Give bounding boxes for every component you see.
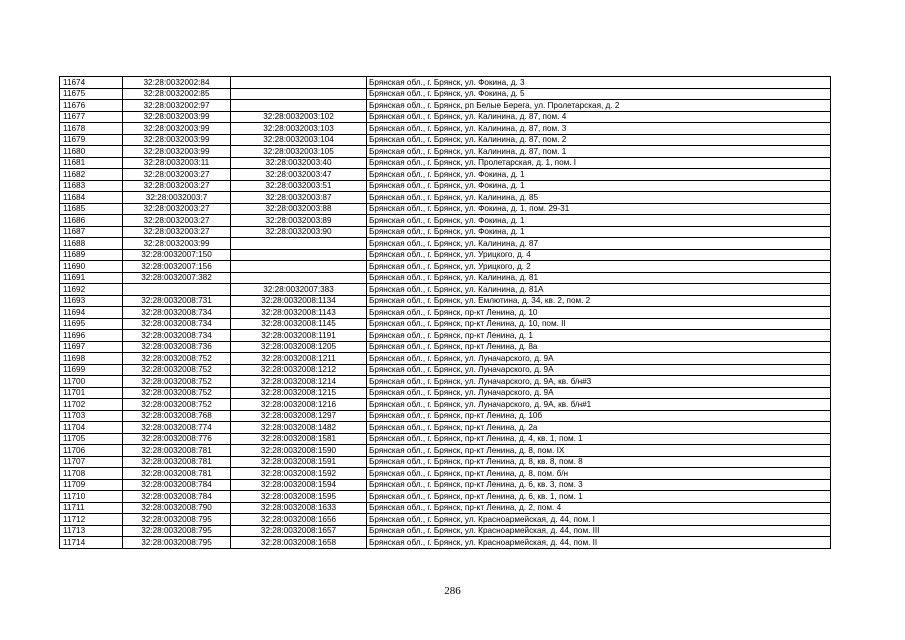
object-number-cell: 32:28:0032003:40: [231, 157, 367, 169]
parcel-number-cell: 32:28:0032008:781: [123, 445, 231, 457]
row-number-cell: 11703: [60, 410, 123, 422]
object-number-cell: 32:28:0032008:1594: [231, 479, 367, 491]
object-number-cell: 32:28:0032008:1633: [231, 502, 367, 514]
address-cell: Брянская обл., г. Брянск, ул. Калинина, д. 85: [367, 192, 831, 204]
table-row: [60, 100, 831, 112]
object-number-cell: 32:28:0032008:1297: [231, 410, 367, 422]
row-number-cell: 11690: [60, 261, 123, 273]
parcel-number-cell: 32:28:0032008:795: [123, 525, 231, 537]
row-number-cell: 11694: [60, 307, 123, 319]
cadastral-table: [59, 76, 831, 549]
parcel-number-cell: 32:28:0032003:27: [123, 226, 231, 238]
address-cell: Брянская обл., г. Брянск, ул. Калинина, д. 81: [367, 272, 831, 284]
parcel-number-cell: 32:28:0032008:752: [123, 364, 231, 376]
object-number-cell: [231, 88, 367, 100]
object-number-cell: 32:28:0032008:1216: [231, 399, 367, 411]
parcel-number-cell: 32:28:0032003:99: [123, 123, 231, 135]
table-row: [60, 330, 831, 342]
object-number-cell: 32:28:0032008:1482: [231, 422, 367, 434]
object-number-cell: [231, 272, 367, 284]
object-number-cell: 32:28:0032008:1592: [231, 468, 367, 480]
table-row: [60, 157, 831, 169]
row-number-cell: 11681: [60, 157, 123, 169]
table-body: [60, 77, 831, 549]
parcel-number-cell: 32:28:0032003:99: [123, 134, 231, 146]
table-row: [60, 514, 831, 526]
object-number-cell: [231, 261, 367, 273]
table-row: [60, 226, 831, 238]
row-number-cell: 11699: [60, 364, 123, 376]
row-number-cell: 11701: [60, 387, 123, 399]
parcel-number-cell: 32:28:0032002:85: [123, 88, 231, 100]
table-row: [60, 422, 831, 434]
parcel-number-cell: 32:28:0032008:795: [123, 537, 231, 549]
address-cell: Брянская обл., г. Брянск, пр-кт Ленина, д. 1: [367, 330, 831, 342]
table-row: [60, 456, 831, 468]
object-number-cell: 32:28:0032008:1215: [231, 387, 367, 399]
table-row: [60, 468, 831, 480]
address-cell: Брянская обл., г. Брянск, ул. Фокина, д. 1: [367, 215, 831, 227]
parcel-number-cell: 32:28:0032008:752: [123, 376, 231, 388]
parcel-number-cell: 32:28:0032008:790: [123, 502, 231, 514]
parcel-number-cell: 32:28:0032008:734: [123, 307, 231, 319]
parcel-number-cell: 32:28:0032008:734: [123, 318, 231, 330]
row-number-cell: 11680: [60, 146, 123, 158]
address-cell: Брянская обл., г. Брянск, пр-кт Ленина, д. 10: [367, 307, 831, 319]
parcel-number-cell: 32:28:0032008:784: [123, 479, 231, 491]
object-number-cell: 32:28:0032003:103: [231, 123, 367, 135]
row-number-cell: 11714: [60, 537, 123, 549]
table-row: [60, 341, 831, 353]
table-row: [60, 376, 831, 388]
row-number-cell: 11685: [60, 203, 123, 215]
address-cell: Брянская обл., г. Брянск, ул. Емлютина, д. 34, кв. 2, пом. 2: [367, 295, 831, 307]
parcel-number-cell: 32:28:0032008:795: [123, 514, 231, 526]
address-cell: Брянская обл., г. Брянск, ул. Калинина, д. 87, пом. 1: [367, 146, 831, 158]
table-row: [60, 399, 831, 411]
row-number-cell: 11678: [60, 123, 123, 135]
parcel-number-cell: 32:28:0032007:382: [123, 272, 231, 284]
address-cell: Брянская обл., г. Брянск, ул. Луначарского, д. 9А: [367, 364, 831, 376]
object-number-cell: 32:28:0032008:1658: [231, 537, 367, 549]
row-number-cell: 11696: [60, 330, 123, 342]
parcel-number-cell: 32:28:0032007:156: [123, 261, 231, 273]
object-number-cell: 32:28:0032008:1205: [231, 341, 367, 353]
object-number-cell: 32:28:0032003:105: [231, 146, 367, 158]
table-row: [60, 146, 831, 158]
parcel-number-cell: 32:28:0032003:27: [123, 169, 231, 181]
row-number-cell: 11692: [60, 284, 123, 296]
object-number-cell: 32:28:0032008:1212: [231, 364, 367, 376]
table-row: [60, 525, 831, 537]
row-number-cell: 11700: [60, 376, 123, 388]
address-cell: Брянская обл., г. Брянск, пр-кт Ленина, д. 6, кв. 1, пом. 1: [367, 491, 831, 503]
address-cell: Брянская обл., г. Брянск, ул. Урицкого, д. 2: [367, 261, 831, 273]
table-row: [60, 261, 831, 273]
parcel-number-cell: 32:28:0032007:150: [123, 249, 231, 261]
table-row: [60, 203, 831, 215]
parcel-number-cell: 32:28:0032003:99: [123, 111, 231, 123]
row-number-cell: 11675: [60, 88, 123, 100]
address-cell: Брянская обл., г. Брянск, пр-кт Ленина, д. 8, пом. б/н: [367, 468, 831, 480]
table-row: [60, 88, 831, 100]
address-cell: Брянская обл., г. Брянск, ул. Пролетарская, д. 1, пом. I: [367, 157, 831, 169]
object-number-cell: 32:28:0032003:47: [231, 169, 367, 181]
table-row: [60, 502, 831, 514]
table-row: [60, 295, 831, 307]
object-number-cell: [231, 238, 367, 250]
object-number-cell: 32:28:0032007:383: [231, 284, 367, 296]
object-number-cell: 32:28:0032008:1191: [231, 330, 367, 342]
object-number-cell: 32:28:0032008:1145: [231, 318, 367, 330]
row-number-cell: 11708: [60, 468, 123, 480]
parcel-number-cell: 32:28:0032008:774: [123, 422, 231, 434]
address-cell: Брянская обл., г. Брянск, ул. Фокина, д. 3: [367, 77, 831, 89]
parcel-number-cell: 32:28:0032003:99: [123, 238, 231, 250]
object-number-cell: 32:28:0032003:87: [231, 192, 367, 204]
table-row: [60, 123, 831, 135]
row-number-cell: 11682: [60, 169, 123, 181]
row-number-cell: 11684: [60, 192, 123, 204]
table-row: [60, 353, 831, 365]
parcel-number-cell: 32:28:0032003:99: [123, 146, 231, 158]
parcel-number-cell: 32:28:0032008:776: [123, 433, 231, 445]
address-cell: Брянская обл., г. Брянск, ул. Красноармейская, д. 44, пом. I: [367, 514, 831, 526]
parcel-number-cell: 32:28:0032002:84: [123, 77, 231, 89]
object-number-cell: 32:28:0032003:51: [231, 180, 367, 192]
object-number-cell: 32:28:0032008:1581: [231, 433, 367, 445]
row-number-cell: 11702: [60, 399, 123, 411]
row-number-cell: 11691: [60, 272, 123, 284]
table-row: [60, 77, 831, 89]
table-row: [60, 169, 831, 181]
row-number-cell: 11686: [60, 215, 123, 227]
table-row: [60, 318, 831, 330]
address-cell: Брянская обл., г. Брянск, ул. Урицкого, д. 4: [367, 249, 831, 261]
address-cell: Брянская обл., г. Брянск, пр-кт Ленина, д. 10, пом. II: [367, 318, 831, 330]
address-cell: Брянская обл., г. Брянск, ул. Фокина, д. 1: [367, 226, 831, 238]
address-cell: Брянская обл., г. Брянск, пр-кт Ленина, д. 2а: [367, 422, 831, 434]
parcel-number-cell: 32:28:0032003:11: [123, 157, 231, 169]
address-cell: Брянская обл., г. Брянск, ул. Фокина, д. 1: [367, 180, 831, 192]
row-number-cell: 11689: [60, 249, 123, 261]
object-number-cell: 32:28:0032003:89: [231, 215, 367, 227]
object-number-cell: [231, 100, 367, 112]
object-number-cell: 32:28:0032008:1214: [231, 376, 367, 388]
row-number-cell: 11688: [60, 238, 123, 250]
parcel-number-cell: 32:28:0032008:752: [123, 387, 231, 399]
row-number-cell: 11705: [60, 433, 123, 445]
address-cell: Брянская обл., г. Брянск, пр-кт Ленина, д. 4, кв. 1, пом. 1: [367, 433, 831, 445]
row-number-cell: 11707: [60, 456, 123, 468]
address-cell: Брянская обл., г. Брянск, пр-кт Ленина, д. 8, кв. 8, пом. 8: [367, 456, 831, 468]
object-number-cell: 32:28:0032008:1591: [231, 456, 367, 468]
row-number-cell: 11683: [60, 180, 123, 192]
address-cell: Брянская обл., г. Брянск, рп Белые Берега, ул. Пролетарская, д. 2: [367, 100, 831, 112]
page-number: 286: [444, 585, 461, 597]
table-row: [60, 410, 831, 422]
object-number-cell: 32:28:0032003:88: [231, 203, 367, 215]
table-row: [60, 364, 831, 376]
parcel-number-cell: [123, 284, 231, 296]
parcel-number-cell: 32:28:0032008:784: [123, 491, 231, 503]
address-cell: Брянская обл., г. Брянск, ул. Калинина, д. 87, пом. 2: [367, 134, 831, 146]
object-number-cell: 32:28:0032008:1595: [231, 491, 367, 503]
row-number-cell: 11693: [60, 295, 123, 307]
address-cell: Брянская обл., г. Брянск, ул. Калинина, д. 81А: [367, 284, 831, 296]
row-number-cell: 11679: [60, 134, 123, 146]
parcel-number-cell: 32:28:0032008:781: [123, 468, 231, 480]
table-row: [60, 192, 831, 204]
row-number-cell: 11706: [60, 445, 123, 457]
table-row: [60, 537, 831, 549]
address-cell: Брянская обл., г. Брянск, ул. Красноармейская, д. 44, пом. III: [367, 525, 831, 537]
parcel-number-cell: 32:28:0032003:27: [123, 180, 231, 192]
address-cell: Брянская обл., г. Брянск, ул. Красноармейская, д. 44, пом. II: [367, 537, 831, 549]
row-number-cell: 11695: [60, 318, 123, 330]
object-number-cell: [231, 249, 367, 261]
row-number-cell: 11712: [60, 514, 123, 526]
table-row: [60, 111, 831, 123]
address-cell: Брянская обл., г. Брянск, ул. Калинина, д. 87, пом. 4: [367, 111, 831, 123]
table-row: [60, 134, 831, 146]
address-cell: Брянская обл., г. Брянск, ул. Калинина, д. 87, пом. 3: [367, 123, 831, 135]
object-number-cell: 32:28:0032008:1143: [231, 307, 367, 319]
address-cell: Брянская обл., г. Брянск, ул. Луначарского, д. 9А: [367, 387, 831, 399]
address-cell: Брянская обл., г. Брянск, пр-кт Ленина, д. 2, пом. 4: [367, 502, 831, 514]
row-number-cell: 11704: [60, 422, 123, 434]
row-number-cell: 11709: [60, 479, 123, 491]
parcel-number-cell: 32:28:0032008:734: [123, 330, 231, 342]
object-number-cell: [231, 77, 367, 89]
table-row: [60, 249, 831, 261]
parcel-number-cell: 32:28:0032003:7: [123, 192, 231, 204]
row-number-cell: 11698: [60, 353, 123, 365]
table-row: [60, 238, 831, 250]
address-cell: Брянская обл., г. Брянск, ул. Фокина, д. 1, пом. 29-31: [367, 203, 831, 215]
parcel-number-cell: 32:28:0032003:27: [123, 203, 231, 215]
row-number-cell: 11677: [60, 111, 123, 123]
object-number-cell: 32:28:0032003:104: [231, 134, 367, 146]
address-cell: Брянская обл., г. Брянск, пр-кт Ленина, д. 10б: [367, 410, 831, 422]
address-cell: Брянская обл., г. Брянск, ул. Фокина, д. 5: [367, 88, 831, 100]
table-row: [60, 180, 831, 192]
address-cell: Брянская обл., г. Брянск, ул. Луначарского, д. 9А, кв. б/н#1: [367, 399, 831, 411]
address-cell: Брянская обл., г. Брянск, ул. Фокина, д. 1: [367, 169, 831, 181]
object-number-cell: 32:28:0032008:1211: [231, 353, 367, 365]
object-number-cell: 32:28:0032003:90: [231, 226, 367, 238]
parcel-number-cell: 32:28:0032008:731: [123, 295, 231, 307]
object-number-cell: 32:28:0032008:1590: [231, 445, 367, 457]
address-cell: Брянская обл., г. Брянск, ул. Луначарского, д. 9А: [367, 353, 831, 365]
object-number-cell: 32:28:0032008:1134: [231, 295, 367, 307]
table-row: [60, 387, 831, 399]
parcel-number-cell: 32:28:0032008:752: [123, 353, 231, 365]
parcel-number-cell: 32:28:0032008:736: [123, 341, 231, 353]
address-cell: Брянская обл., г. Брянск, ул. Луначарского, д. 9А, кв. б/н#3: [367, 376, 831, 388]
table-row: [60, 215, 831, 227]
parcel-number-cell: 32:28:0032002:97: [123, 100, 231, 112]
row-number-cell: 11697: [60, 341, 123, 353]
row-number-cell: 11711: [60, 502, 123, 514]
object-number-cell: 32:28:0032008:1657: [231, 525, 367, 537]
table-row: [60, 491, 831, 503]
row-number-cell: 11687: [60, 226, 123, 238]
table-row: [60, 445, 831, 457]
table-row: [60, 479, 831, 491]
object-number-cell: 32:28:0032003:102: [231, 111, 367, 123]
object-number-cell: 32:28:0032008:1656: [231, 514, 367, 526]
parcel-number-cell: 32:28:0032003:27: [123, 215, 231, 227]
table-row: [60, 284, 831, 296]
table-row: [60, 433, 831, 445]
table-row: [60, 272, 831, 284]
row-number-cell: 11710: [60, 491, 123, 503]
parcel-number-cell: 32:28:0032008:781: [123, 456, 231, 468]
row-number-cell: 11676: [60, 100, 123, 112]
parcel-number-cell: 32:28:0032008:768: [123, 410, 231, 422]
address-cell: Брянская обл., г. Брянск, пр-кт Ленина, д. 8, пом. IX: [367, 445, 831, 457]
address-cell: Брянская обл., г. Брянск, пр-кт Ленина, д. 6, кв. 3, пом. 3: [367, 479, 831, 491]
row-number-cell: 11674: [60, 77, 123, 89]
row-number-cell: 11713: [60, 525, 123, 537]
parcel-number-cell: 32:28:0032008:752: [123, 399, 231, 411]
address-cell: Брянская обл., г. Брянск, пр-кт Ленина, д. 8а: [367, 341, 831, 353]
address-cell: Брянская обл., г. Брянск, ул. Калинина, д. 87: [367, 238, 831, 250]
table-row: [60, 307, 831, 319]
